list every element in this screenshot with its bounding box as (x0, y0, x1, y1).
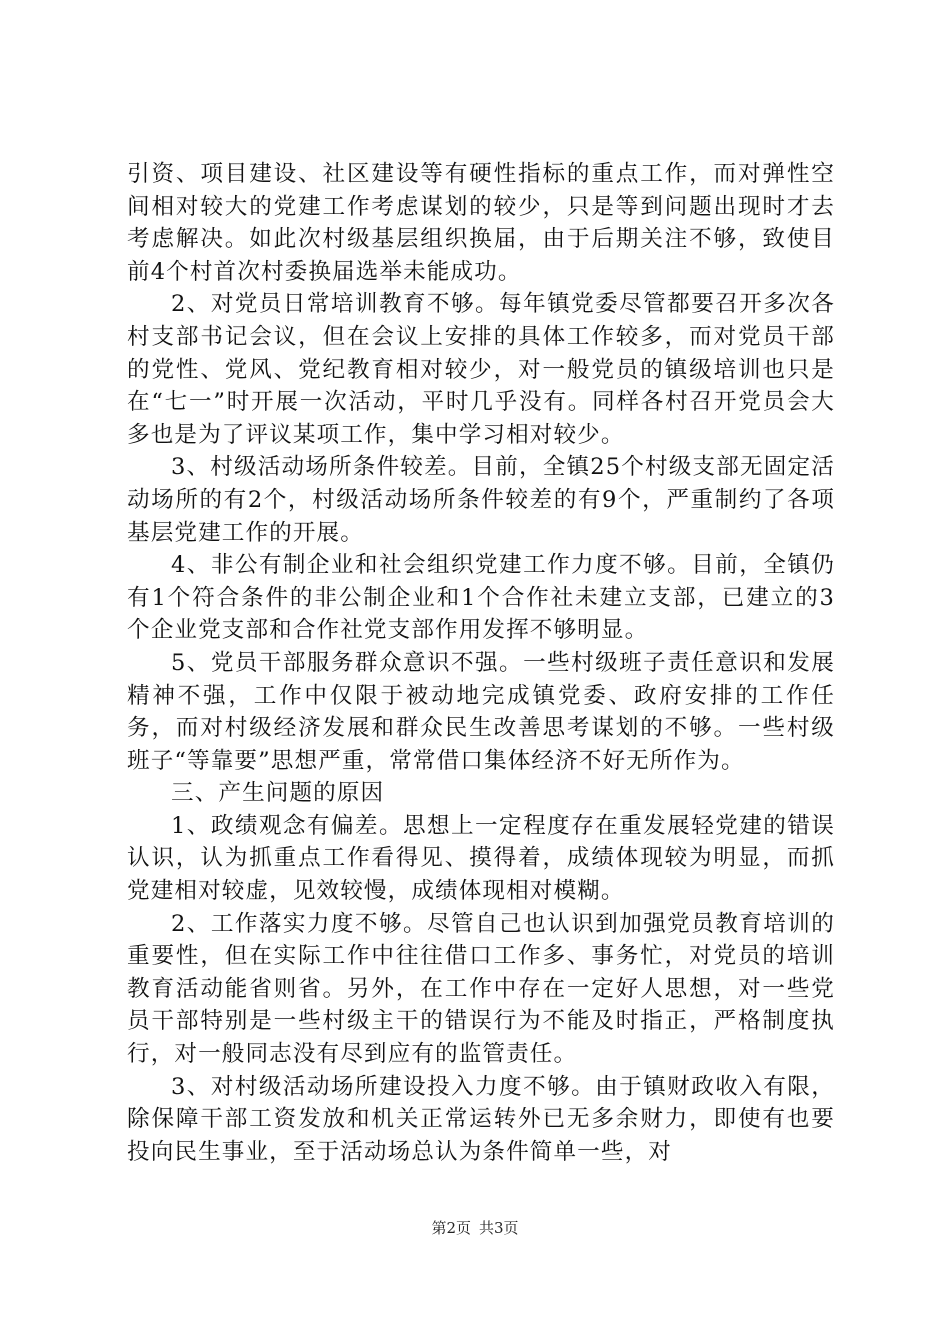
section-heading: 三、产生问题的原因 (171, 780, 385, 807)
paragraph-item-5: 5、党员干部服务群众意识不强。一些村级班子责任意识和发展精神不强，工作中仅限于被动地完成镇党委、政府安排的工作任务，而对村级经济发展和群众民生改善思考谋划的不够。一些村级班子“等靠要”思想严重，常常借口集体经济不好无所作为。 (127, 649, 835, 774)
paragraph-continuation: 引资、项目建设、社区建设等有硬性指标的重点工作，而对弹性空间相对较大的党建工作考虑谋划的较少，只是等到问题出现时才去考虑解决。如此次村级基层组织换届，由于后期关注不够，致使目前4个村首次村委换届选举未能成功。 (127, 161, 835, 285)
paragraph-item-4: 4、非公有制企业和社会组织党建工作力度不够。目前，全镇仍有1个符合条件的非公制企业和1个合作社未建立支部，已建立的3个企业党支部和合作社党支部作用发挥不够明显。 (127, 552, 835, 644)
page-footer (0, 1218, 950, 1238)
paragraph-cause-1: 1、政绩观念有偏差。思想上一定程度存在重发展轻党建的错误认识，认为抓重点工作看得见、摸得着，成绩体现较为明显，而抓党建相对较虚，见效较慢，成绩体现相对模糊。 (127, 812, 835, 905)
page-number-total: 共3页 (479, 1219, 519, 1237)
paragraph-item-2: 2、对党员日常培训教育不够。每年镇党委尽管都要召开多次各村支部书记会议，但在会议上安排的具体工作较多，而对党员干部的党性、党风、党纪教育相对较少，对一般党员的镇级培训也只是在“七一”时开展一次活动，平时几乎没有。同样各村召开党员会大多也是为了评议某项工作，集中学习相对较少。 (127, 291, 835, 448)
paragraph-item-3: 3、村级活动场所条件较差。目前，全镇25个村级支部无固定活动场所的有2个，村级活动场所条件较差的有9个，严重制约了各项基层党建工作的开展。 (127, 454, 835, 546)
page-number-current: 第2页 (431, 1219, 471, 1237)
document-body (127, 158, 835, 1168)
paragraph-cause-2: 2、工作落实力度不够。尽管自己也认识到加强党员教育培训的重要性，但在实际工作中往往借口工作多、事务忙，对党员的培训教育活动能省则省。另外，在工作中存在一定好人思想，对一些党员干部特别是一些村级主干的错误行为不能及时指正，严格制度执行，对一般同志没有尽到应有的监管责任。 (127, 910, 835, 1068)
paragraph-cause-3: 3、对村级活动场所建设投入力度不够。由于镇财政收入有限，除保障干部工资发放和机关正常运转外已无多余财力，即使有也要投向民生事业，至于活动场总认为条件简单一些，对 (127, 1073, 835, 1165)
